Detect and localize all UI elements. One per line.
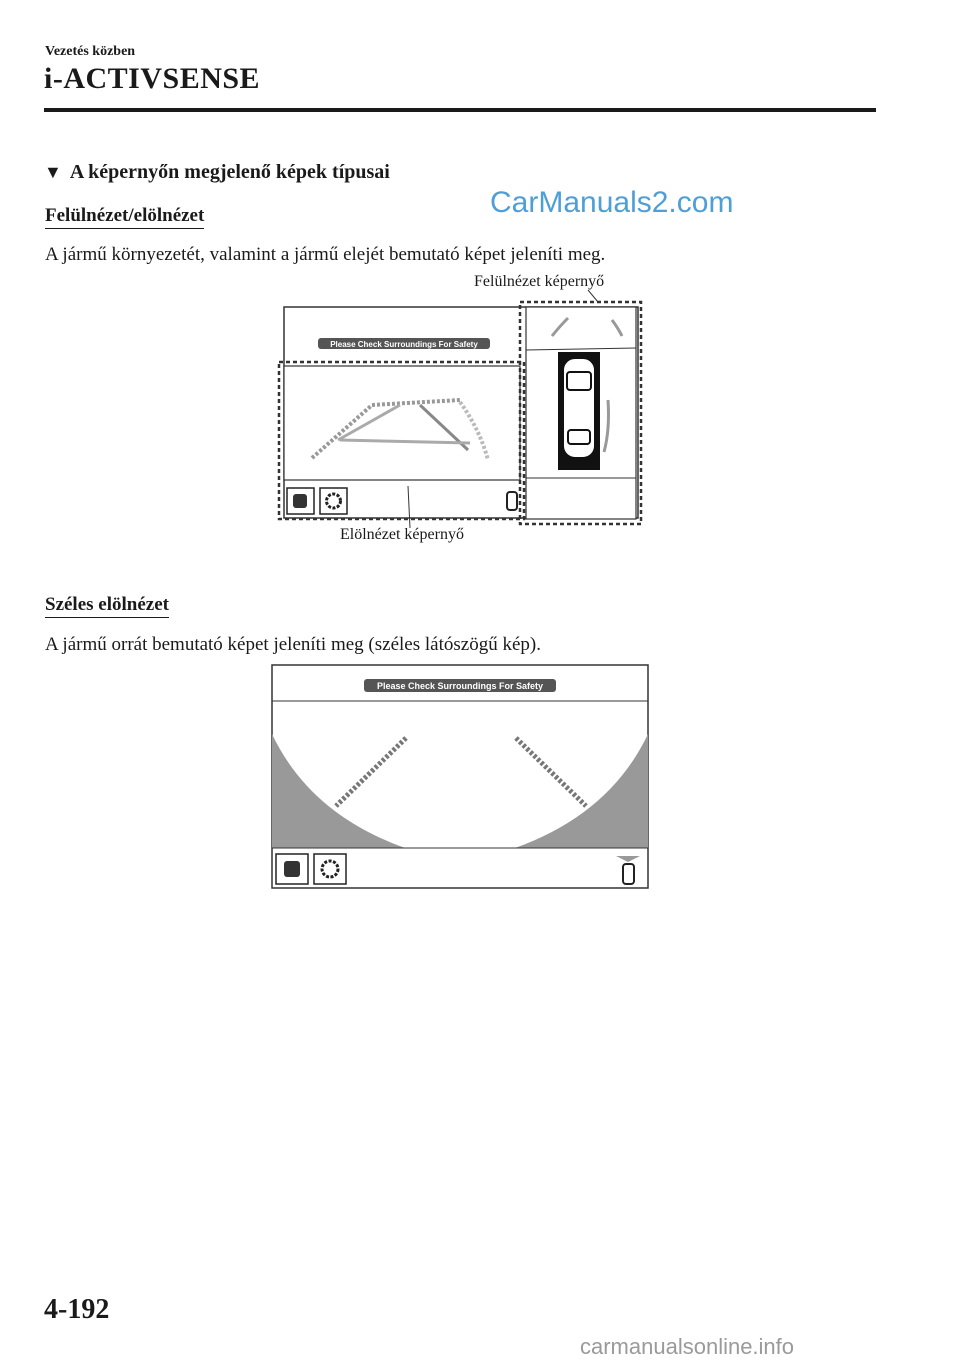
callout-front-view-screen: Elölnézet képernyő xyxy=(340,526,464,543)
watermark-bottom[interactable]: carmanualsonline.info xyxy=(580,1334,795,1359)
callout-top-view-screen: Felülnézet képernyő xyxy=(474,273,605,290)
gear-icon-wide[interactable] xyxy=(314,854,346,884)
car-icon xyxy=(507,492,517,510)
front-view-panel xyxy=(284,366,520,480)
body-text-wide-front-view: A jármű orrát bemutató képet jeleníti meg (széles látószögű kép). xyxy=(45,634,541,655)
screen-banner-wide: Please Check Surroundings For Safety xyxy=(376,681,544,691)
section-heading xyxy=(44,161,390,184)
subheading-top-front-view: Felülnézet/elölnézet xyxy=(45,205,204,229)
figure-wide-front-view xyxy=(270,664,650,890)
car-windshield xyxy=(567,372,591,390)
section-title: i-ACTIVSENSE xyxy=(44,62,261,95)
heading-text: A képernyőn megjelenő képek típusai xyxy=(69,161,390,183)
triangle-bullet-icon: ▼ xyxy=(44,162,62,182)
page-number: 4-192 xyxy=(44,1294,110,1325)
figure-top-front-view xyxy=(270,290,655,550)
screen-banner: Please Check Surroundings For Safety xyxy=(330,340,478,349)
chapter-label: Vezetés közben xyxy=(45,44,136,59)
camera-switch-icon[interactable] xyxy=(287,488,314,514)
camera-switch-icon-wide[interactable] xyxy=(276,854,308,884)
watermark-top[interactable]: CarManuals2.com xyxy=(490,186,734,219)
gear-icon[interactable] xyxy=(320,488,347,514)
car-rear-window xyxy=(568,430,590,444)
header-rule xyxy=(44,108,876,112)
subheading-wide-front-view: Széles elölnézet xyxy=(45,594,169,618)
callout-leader-top xyxy=(588,290,598,302)
body-text-top-front-view: A jármű környezetét, valamint a jármű elejét bemutató képet jeleníti meg. xyxy=(45,244,606,265)
